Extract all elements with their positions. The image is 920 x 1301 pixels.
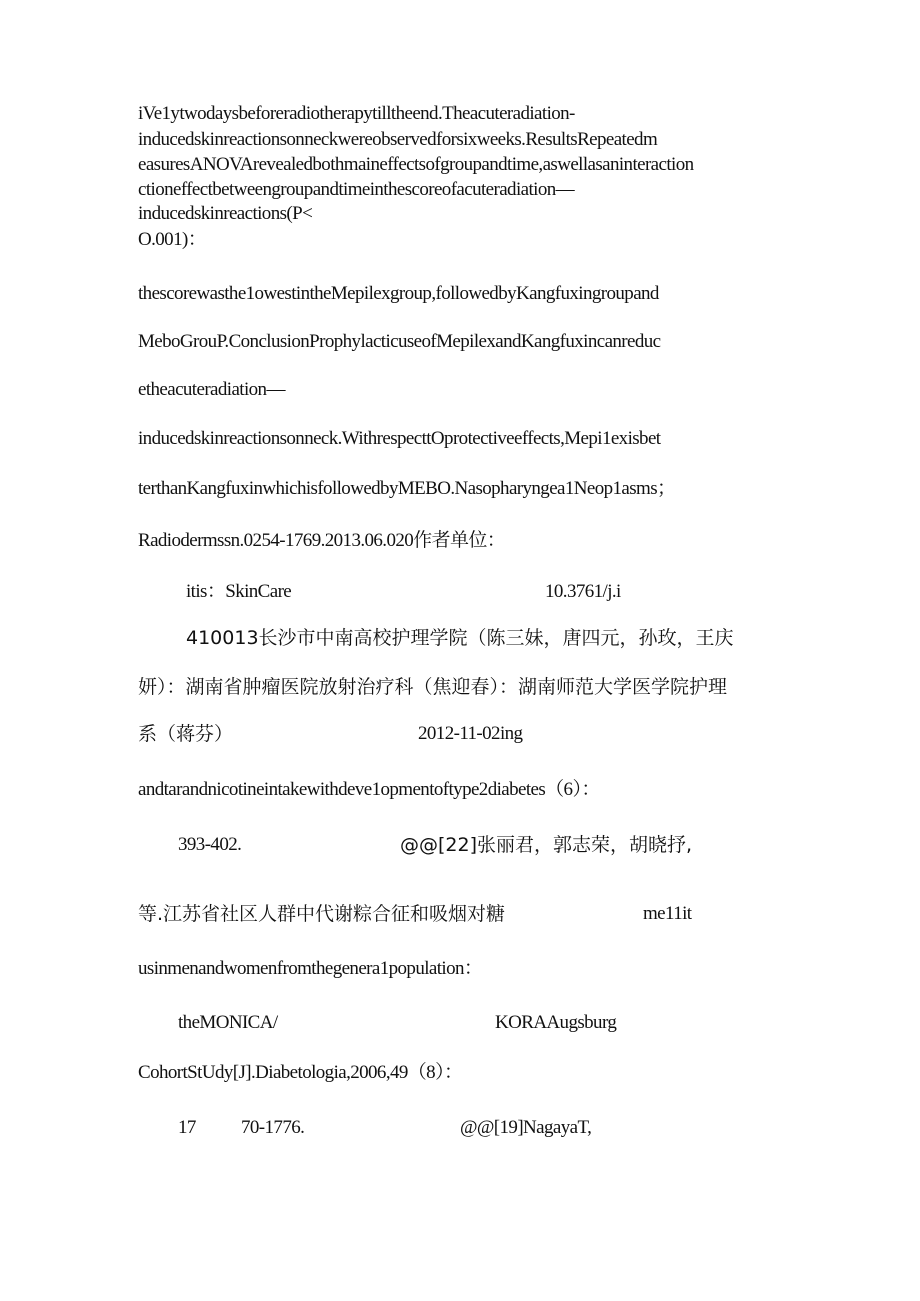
abstract-line-6: O.001)： [138, 229, 207, 250]
abstract-line-5: inducedskinreactions(P< [138, 203, 313, 224]
abstract-line-4: ctioneffectbetweengroupandtimeinthescoreofacuteradiation— [138, 179, 575, 200]
reference-pages-2a: 17 [178, 1117, 196, 1138]
affiliation-line-3: 系（蒋芬） [138, 723, 234, 745]
reference-19: @@[19]NagayaT, [460, 1117, 592, 1138]
reference-line-1: andtarandnicotineintakewithdeve1opmentoftype2diabetes（6）： [138, 779, 600, 800]
affiliation-line-2: 妍）：湖南省肿瘤医院放射治疗科（焦迎春）：湖南师范大学医学院护理 [138, 676, 728, 698]
abstract-line-8: MeboGrouP.ConclusionProphylacticuseofMepilexandKangfuxincanreduc [138, 331, 661, 352]
abstract-line-3: easuresANOVArevealedbothmaineffectsofgroupandtime,aswellasaninteraction [138, 154, 694, 175]
abstract-line-7: thescorewasthe1owestintheMepilexgroup,followedbyKangfuxingroupand [138, 283, 659, 304]
abstract-line-11: terthanKangfuxinwhichisfollowedbyMEBO.Nasopharyngea1Neop1asms； [138, 478, 676, 499]
keywords-text: itis：SkinCare [186, 581, 292, 602]
doi-fragment: 10.3761/j.i [545, 581, 621, 602]
reference-monica: theMONICA/ [178, 1012, 278, 1033]
reference-pages-1: 393-402. [178, 834, 242, 855]
abstract-line-1: iVe1ytwodaysbeforeradiotherapytilltheend.Theacuteradiation- [138, 103, 575, 124]
reference-pages-2b: 70-1776. [241, 1117, 305, 1138]
abstract-line-12: Radiodermssn.0254-1769.2013.06.020作者单位： [138, 530, 506, 551]
reference-22: @@[22]张丽君，郭志荣，胡晓抒, [400, 834, 693, 856]
abstract-line-2: inducedskinreactionsonneckwereobservedforsixweeks.ResultsRepeatedm [138, 129, 658, 150]
affiliation-line-1: 410013长沙市中南高校护理学院（陈三妹，唐四元，孙玫，王庆 [186, 627, 734, 649]
abstract-line-9: etheacuteradiation— [138, 379, 285, 400]
reference-22-continued: 等.江苏省社区人群中代谢粽合征和吸烟对糖 [138, 903, 506, 925]
received-date: 2012-11-02ing [418, 723, 523, 744]
reference-line-2: usinmenandwomenfromthegenera1population： [138, 958, 483, 979]
reference-kora: KORAAugsburg [495, 1012, 617, 1033]
abstract-line-10: inducedskinreactionsonneck.WithrespecttOprotectiveeffects,Mepi1exisbet [138, 428, 661, 449]
reference-cohort: CohortStUdy[J].Diabetologia,2006,49（8）： [138, 1062, 463, 1083]
reference-mellitus-fragment: me11it [643, 903, 692, 924]
